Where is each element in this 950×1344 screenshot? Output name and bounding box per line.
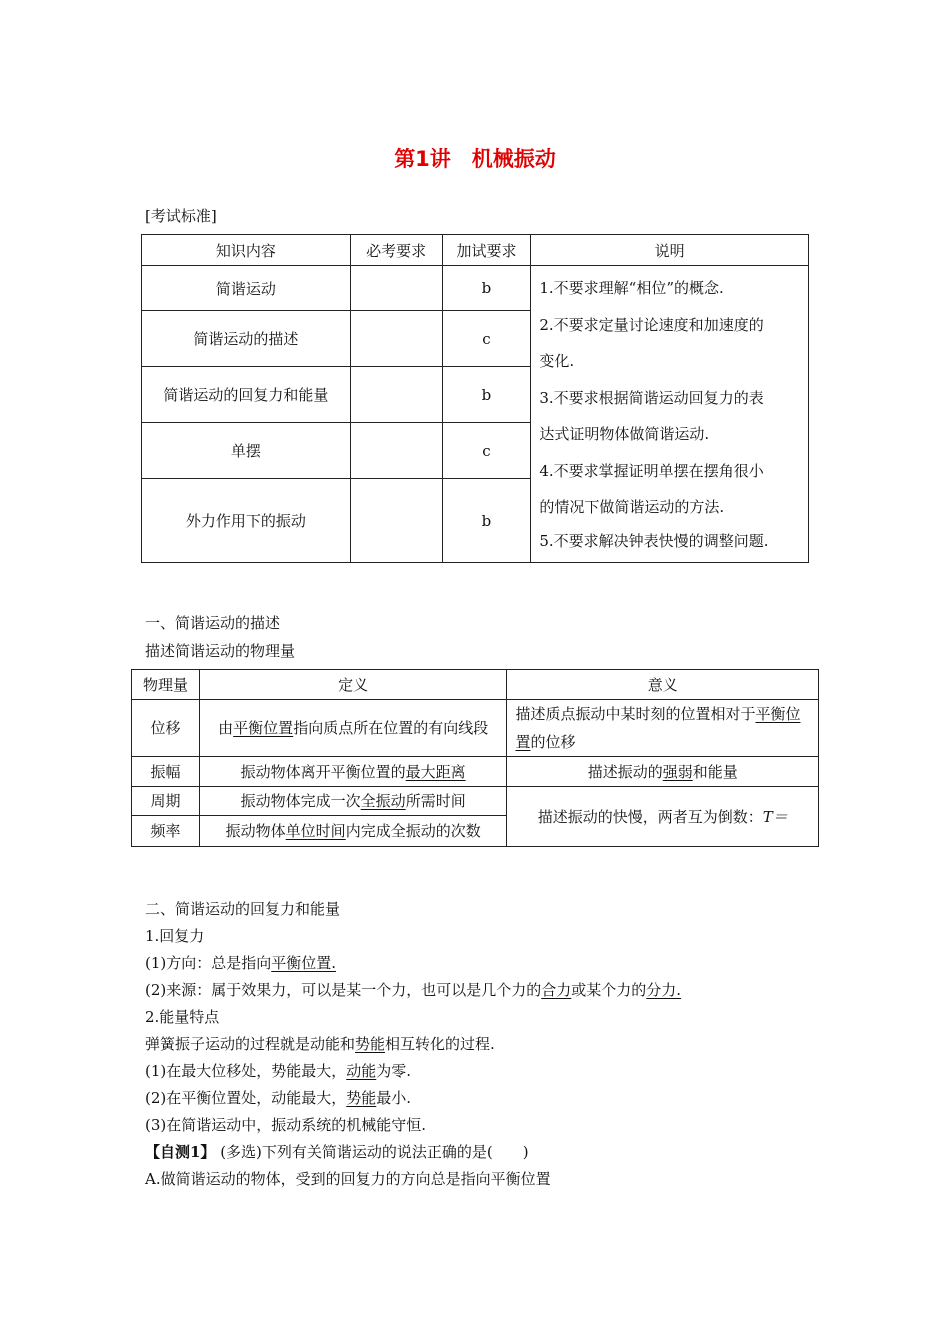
header-definition: 定义 xyxy=(199,670,507,700)
quiz-question: 【自测1】 (多选)下列有关简谐运动的说法正确的是( ) xyxy=(145,1143,529,1161)
row-required xyxy=(350,423,442,479)
standards-label: [考试标准] xyxy=(145,207,217,225)
paragraph: 2.能量特点 xyxy=(145,1008,220,1026)
underlined-term: 全振动 xyxy=(360,792,406,810)
paragraph: 弹簧振子运动的过程就是动能和势能相互转化的过程. xyxy=(145,1035,495,1053)
section2-heading: 二、简谐运动的回复力和能量 xyxy=(145,900,341,918)
note-line: 3.不要求根据简谐运动回复力的表 xyxy=(539,388,764,407)
paragraph: (3)在简谐运动中，振动系统的机械能守恒. xyxy=(145,1116,427,1134)
table-row xyxy=(142,266,809,311)
definition-cell: 由平衡位置指向质点所在位置的有向线段 xyxy=(199,700,507,757)
row-content: 简谐运动 xyxy=(142,266,351,311)
meaning-cell: 描述振动的强弱和能量 xyxy=(507,757,819,787)
paragraph: (2)来源：属于效果力，可以是某一个力，也可以是几个力的合力或某个力的分力. xyxy=(145,981,682,999)
header-required: 必考要求 xyxy=(350,235,442,266)
underlined-term: 最大距离 xyxy=(405,762,466,781)
row-content: 简谐运动的回复力和能量 xyxy=(142,367,351,423)
standards-table xyxy=(141,234,809,563)
note-line: 4.不要求掌握证明单摆在摆角很小 xyxy=(539,461,764,480)
note-line: 5.不要求解决钟表快慢的调整问题. xyxy=(539,531,769,550)
table-header-row xyxy=(142,235,809,266)
note-line: 变化. xyxy=(539,352,575,370)
definition-cell: 振动物体完成一次全振动所需时间 xyxy=(199,787,507,816)
table-row xyxy=(132,787,819,816)
notes-cell xyxy=(531,266,809,563)
row-extra: b xyxy=(442,479,531,563)
header-extra: 加试要求 xyxy=(442,235,531,266)
row-required xyxy=(350,266,442,311)
definition-cell: 振动物体离开平衡位置的最大距离 xyxy=(199,757,507,787)
quantity-name: 位移 xyxy=(132,700,200,757)
row-extra: c xyxy=(442,423,531,479)
definition-cell: 振动物体单位时间内完成全振动的次数 xyxy=(199,816,507,847)
row-required xyxy=(350,311,442,367)
underlined-term: 合力 xyxy=(541,981,572,999)
table-row xyxy=(132,700,819,757)
section1-subheading: 描述简谐运动的物理量 xyxy=(145,642,296,660)
row-content: 外力作用下的振动 xyxy=(142,479,351,563)
note-line: 的情况下做简谐运动的方法. xyxy=(539,498,725,516)
paragraph: (2)在平衡位置处，动能最大，势能最小. xyxy=(145,1089,412,1107)
row-content: 简谐运动的描述 xyxy=(142,311,351,367)
underlined-term: 平衡位置 xyxy=(233,719,294,737)
paragraph: (1)在最大位移处，势能最大，动能为零. xyxy=(145,1062,412,1080)
quantity-name: 周期 xyxy=(132,787,200,816)
underlined-term: 平衡位置. xyxy=(271,954,337,972)
row-extra: b xyxy=(442,367,531,423)
table-row xyxy=(132,757,819,787)
quantity-name: 振幅 xyxy=(132,757,200,787)
row-required xyxy=(350,367,442,423)
page-title: 第1讲 机械振动 xyxy=(394,147,556,171)
quiz-option-a: A.做简谐运动的物体，受到的回复力的方向总是指向平衡位置 xyxy=(145,1170,551,1188)
quantity-name: 频率 xyxy=(132,816,200,847)
underlined-term: 单位时间 xyxy=(285,822,346,840)
header-notes: 说明 xyxy=(531,235,809,266)
period-symbol: T＝ xyxy=(762,807,788,826)
row-extra: c xyxy=(442,311,531,367)
underlined-term: 势能 xyxy=(355,1035,386,1053)
quantities-table xyxy=(131,669,819,847)
table-header-row xyxy=(132,670,819,700)
header-content: 知识内容 xyxy=(142,235,351,266)
note-line: 1.不要求理解“相位”的概念. xyxy=(539,279,724,297)
underlined-term: 平衡位置 xyxy=(515,705,801,751)
note-line: 达式证明物体做简谐运动. xyxy=(539,425,710,443)
section1-heading: 一、简谐运动的描述 xyxy=(145,614,281,632)
header-meaning: 意义 xyxy=(507,670,819,700)
underlined-term: 强弱 xyxy=(662,762,693,781)
row-extra: b xyxy=(442,266,531,311)
underlined-term: 分力. xyxy=(646,981,682,999)
row-required xyxy=(350,479,442,563)
quiz-tag: 【自测1】 xyxy=(145,1143,216,1161)
note-line: 2.不要求定量讨论速度和加速度的 xyxy=(539,315,764,334)
paragraph: (1)方向：总是指向平衡位置. xyxy=(145,954,337,972)
paragraph: 1.回复力 xyxy=(145,927,205,945)
row-content: 单摆 xyxy=(142,423,351,479)
section2 xyxy=(145,896,681,1193)
underlined-term: 势能 xyxy=(346,1089,377,1107)
meaning-cell: 描述质点振动中某时刻的位置相对于平衡位置的位移 xyxy=(507,700,819,757)
underlined-term: 动能 xyxy=(346,1062,377,1080)
header-quantity: 物理量 xyxy=(132,670,200,700)
meaning-cell: 描述振动的快慢，两者互为倒数：T＝ xyxy=(507,787,819,847)
